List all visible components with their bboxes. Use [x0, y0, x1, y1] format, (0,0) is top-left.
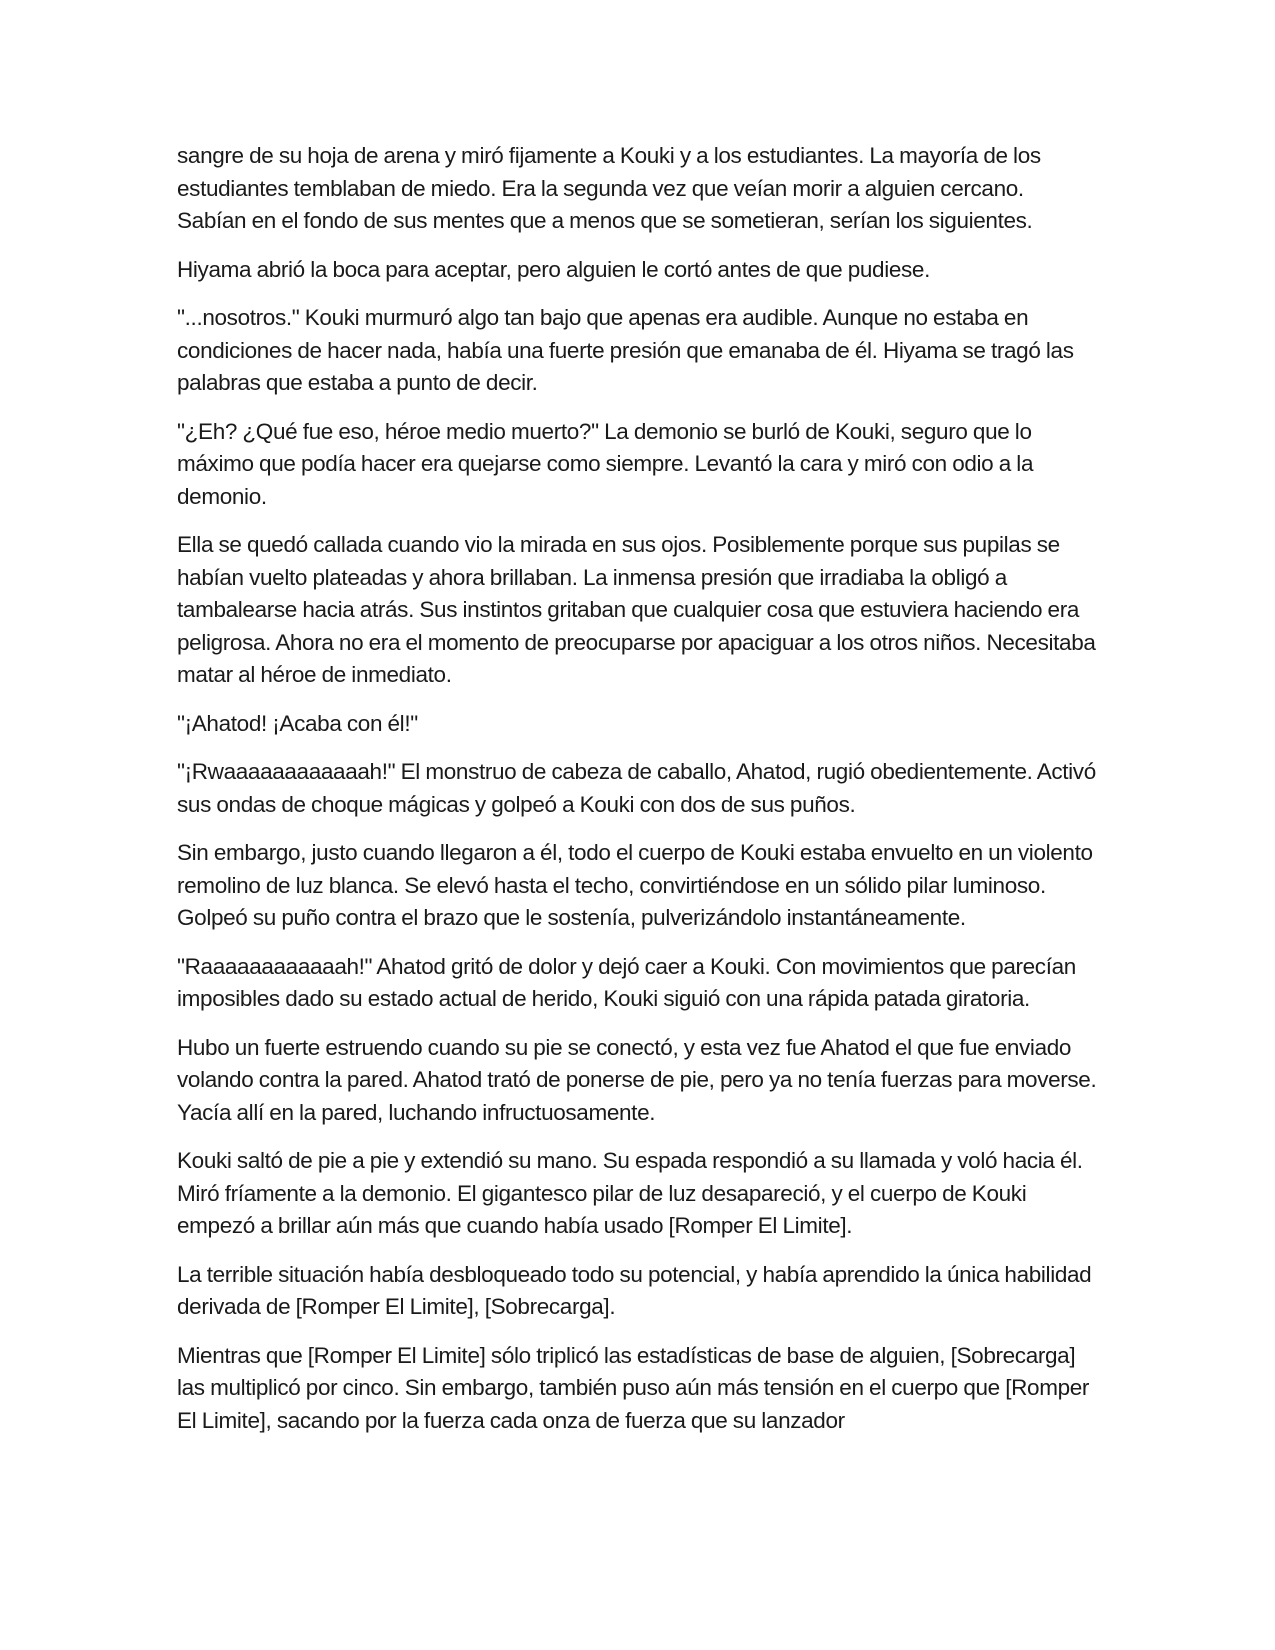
- document-body: [177, 140, 1098, 1453]
- paragraph: "¿Eh? ¿Qué fue eso, héroe medio muerto?" La demonio se burló de Kouki, seguro que lo máximo que podía hacer era quejarse como siempre. Levantó la cara y miró con odio a la demonio.: [177, 418, 1034, 509]
- paragraph: Mientras que [Romper El Limite] sólo triplicó las estadísticas de base de alguien, [Sobrecarga] las multiplicó por cinco. Sin embargo, también puso aún más tensión en el cuerpo que [Romper El Limite], sacando por la fuerza cada onza de fuerza que su lanzador: [177, 1342, 1090, 1433]
- paragraph: "...nosotros." Kouki murmuró algo tan bajo que apenas era audible. Aunque no estaba en condiciones de hacer nada, había una fuerte presión que emanaba de él. Hiyama se tragó las palabras que estaba a punto de decir.: [177, 305, 1074, 395]
- paragraph: "¡Ahatod! ¡Acaba con él!": [177, 710, 418, 736]
- paragraph: Sin embargo, justo cuando llegaron a él, todo el cuerpo de Kouki estaba envuelto en un violento remolino de luz blanca. Se elevó hasta el techo, convirtiéndose en un sólido pilar luminoso. Golpeó su puño contra el brazo que le sostenía, pulverizándolo instantáneamente.: [177, 840, 1093, 930]
- paragraph: Hiyama abrió la boca para aceptar, pero alguien le cortó antes de que pudiese.: [177, 256, 930, 282]
- paragraph: "Raaaaaaaaaaaah!" Ahatod gritó de dolor y dejó caer a Kouki. Con movimientos que parecían imposibles dado su estado actual de herido, Kouki siguió con una rápida patada giratoria.: [177, 953, 1076, 1011]
- paragraph: "¡Rwaaaaaaaaaaaah!" El monstruo de cabeza de caballo, Ahatod, rugió obedientemente. Activó sus ondas de choque mágicas y golpeó a Kouki con dos de sus puños.: [177, 759, 1096, 817]
- paragraph: Hubo un fuerte estruendo cuando su pie se conectó, y esta vez fue Ahatod el que fue enviado volando contra la pared. Ahatod trató de ponerse de pie, pero ya no tenía fuerzas para moverse. Yacía allí en la pared, luchando infructuosamente.: [177, 1034, 1097, 1125]
- paragraph: Ella se quedó callada cuando vio la mirada en sus ojos. Posiblemente porque sus pupilas se habían vuelto plateadas y ahora brillaban. La inmensa presión que irradiaba la obligó a tambalearse hacia atrás. Sus instintos gritaban que cualquier cosa que estuviera haciendo era peligrosa. Ahora no era el momento de preocuparse por apaciguar a los otros niños. Necesitaba matar al héroe de inmediato.: [177, 532, 1096, 687]
- paragraph: Kouki saltó de pie a pie y extendió su mano. Su espada respondió a su llamada y voló hacia él. Miró fríamente a la demonio. El gigantesco pilar de luz desapareció, y el cuerpo de Kouki empezó a brillar aún más que cuando había usado [Romper El Limite].: [177, 1148, 1083, 1238]
- paragraph: La terrible situación había desbloqueado todo su potencial, y había aprendido la única habilidad derivada de [Romper El Limite], [Sobrecarga].: [177, 1261, 1092, 1319]
- paragraph: sangre de su hoja de arena y miró fijamente a Kouki y a los estudiantes. La mayoría de los estudiantes temblaban de miedo. Era la segunda vez que veían morir a alguien cercano. Sabían en el fondo de sus mentes que a menos que se sometieran, serían los siguientes.: [177, 143, 1041, 233]
